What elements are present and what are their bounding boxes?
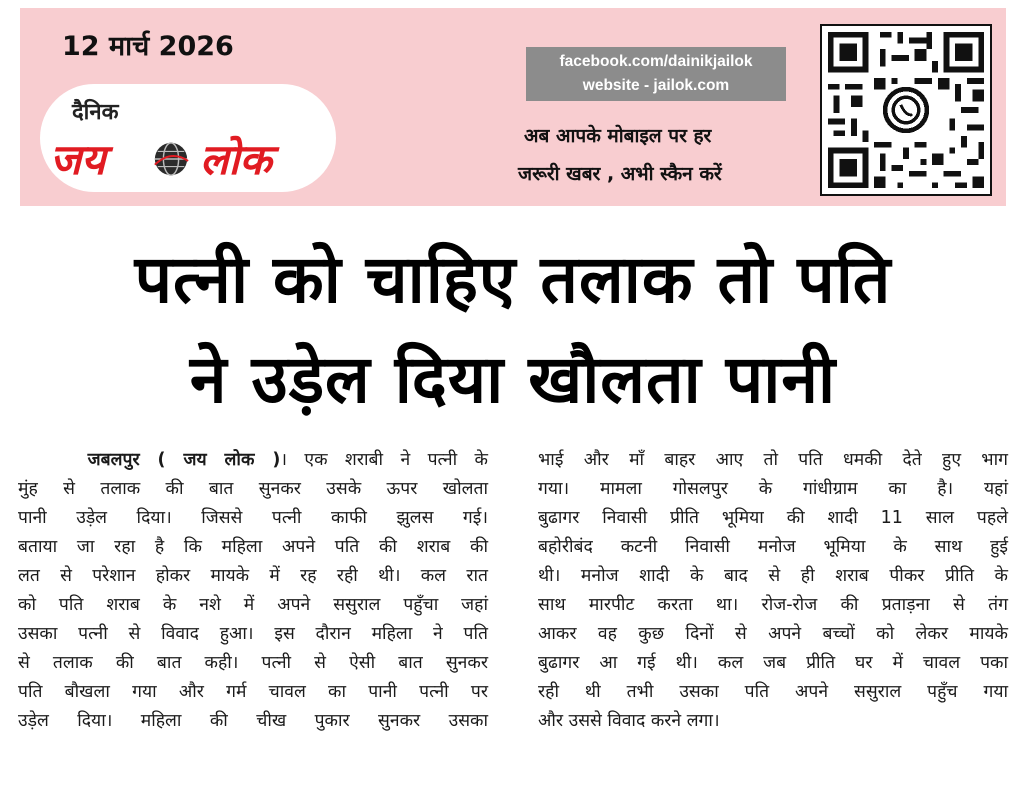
article-line: को पति शराब के नशे में अपने ससुराल पहुँचा जहां [18,595,488,615]
article-dateline: जबलपुर ( जय लोक ) [87,450,281,470]
article-line: मुंह से तलाक की बात सुनकर उसके ऊपर खोलता [18,479,488,499]
article-line: भाई और माँ बाहर आए तो पति धमकी देते हुए भाग [538,450,1008,470]
social-links-box [526,47,786,101]
article-line: साथ मारपीट करता था। रोज-रोज की प्रताड़ना से तंग [538,595,1008,615]
scan-prompt-line-1: अब आपके मोबाइल पर हर [524,125,712,147]
article-text: । एक शराबी ने पत्नी के [280,450,488,470]
article-line: लत से परेशान होकर मायके में रह रही थी। कल रात [18,566,488,586]
article-line: गया। मामला गोसलपुर के गांधीग्राम का है। यहां [538,479,1008,499]
article-line: से तलाक की बात कही। पत्नी से ऐसी बात सुनकर [18,653,488,673]
website-link[interactable]: website - jailok.com [582,77,730,94]
qr-code-icon[interactable] [820,24,992,196]
globe-icon [152,140,190,178]
article-line: आकर वह कुछ दिनों से अपने बच्चों को लेकर मायके [538,624,1008,644]
logo-word-2: लोक [200,135,272,184]
headline-line-1: पत्नी को चाहिए तलाक तो पति [134,241,892,318]
article-line: बताया जा रहा है कि महिला अपने पति की शराब की [18,537,488,557]
article-line: बुढागर आ गई थी। कल जब प्रीति घर में चावल पका [538,653,1008,673]
issue-date: 12 मार्च 2026 [62,31,234,62]
article-line: बुढागर निवासी प्रीति भूमिया की शादी 11 साल पहले [538,508,1008,528]
headline-line-2: ने उड़ेल दिया खौलता पानी [189,341,837,418]
scan-prompt-line-2: जरूरी खबर , अभी स्कैन करें [518,163,722,185]
article-line: पानी उड़ेल दिया। जिससे पत्नी काफी झुलस गई। [18,508,488,528]
article-line: पति बौखला गया और गर्म चावल का पानी पत्नी पर [18,682,488,702]
logo-word-1: जय [50,135,106,184]
article-line: उसका पत्नी से विवाद हुआ। इस दौरान महिला ने पति [18,624,488,644]
article-line [18,446,488,475]
article-column-right [538,446,1008,736]
article-line: और उससे विवाद करने लगा। [538,711,720,731]
article-line: उड़ेल दिया। महिला की चीख पुकार सुनकर उसका [18,711,488,731]
article-column-left [18,446,488,736]
logo-small-text: दैनिक [72,100,119,125]
article-line: थी। मनोज शादी के बाद से ही शराब पीकर प्रीति के [538,566,1008,586]
article-line: रही थी तभी उसका पति अपने ससुराल पहुँच गया [538,682,1008,702]
facebook-link[interactable]: facebook.com/dainikjailok [559,53,753,70]
article-line: बहोरीबंद कटनी निवासी मनोज भूमिया के साथ हुई [538,537,1008,557]
